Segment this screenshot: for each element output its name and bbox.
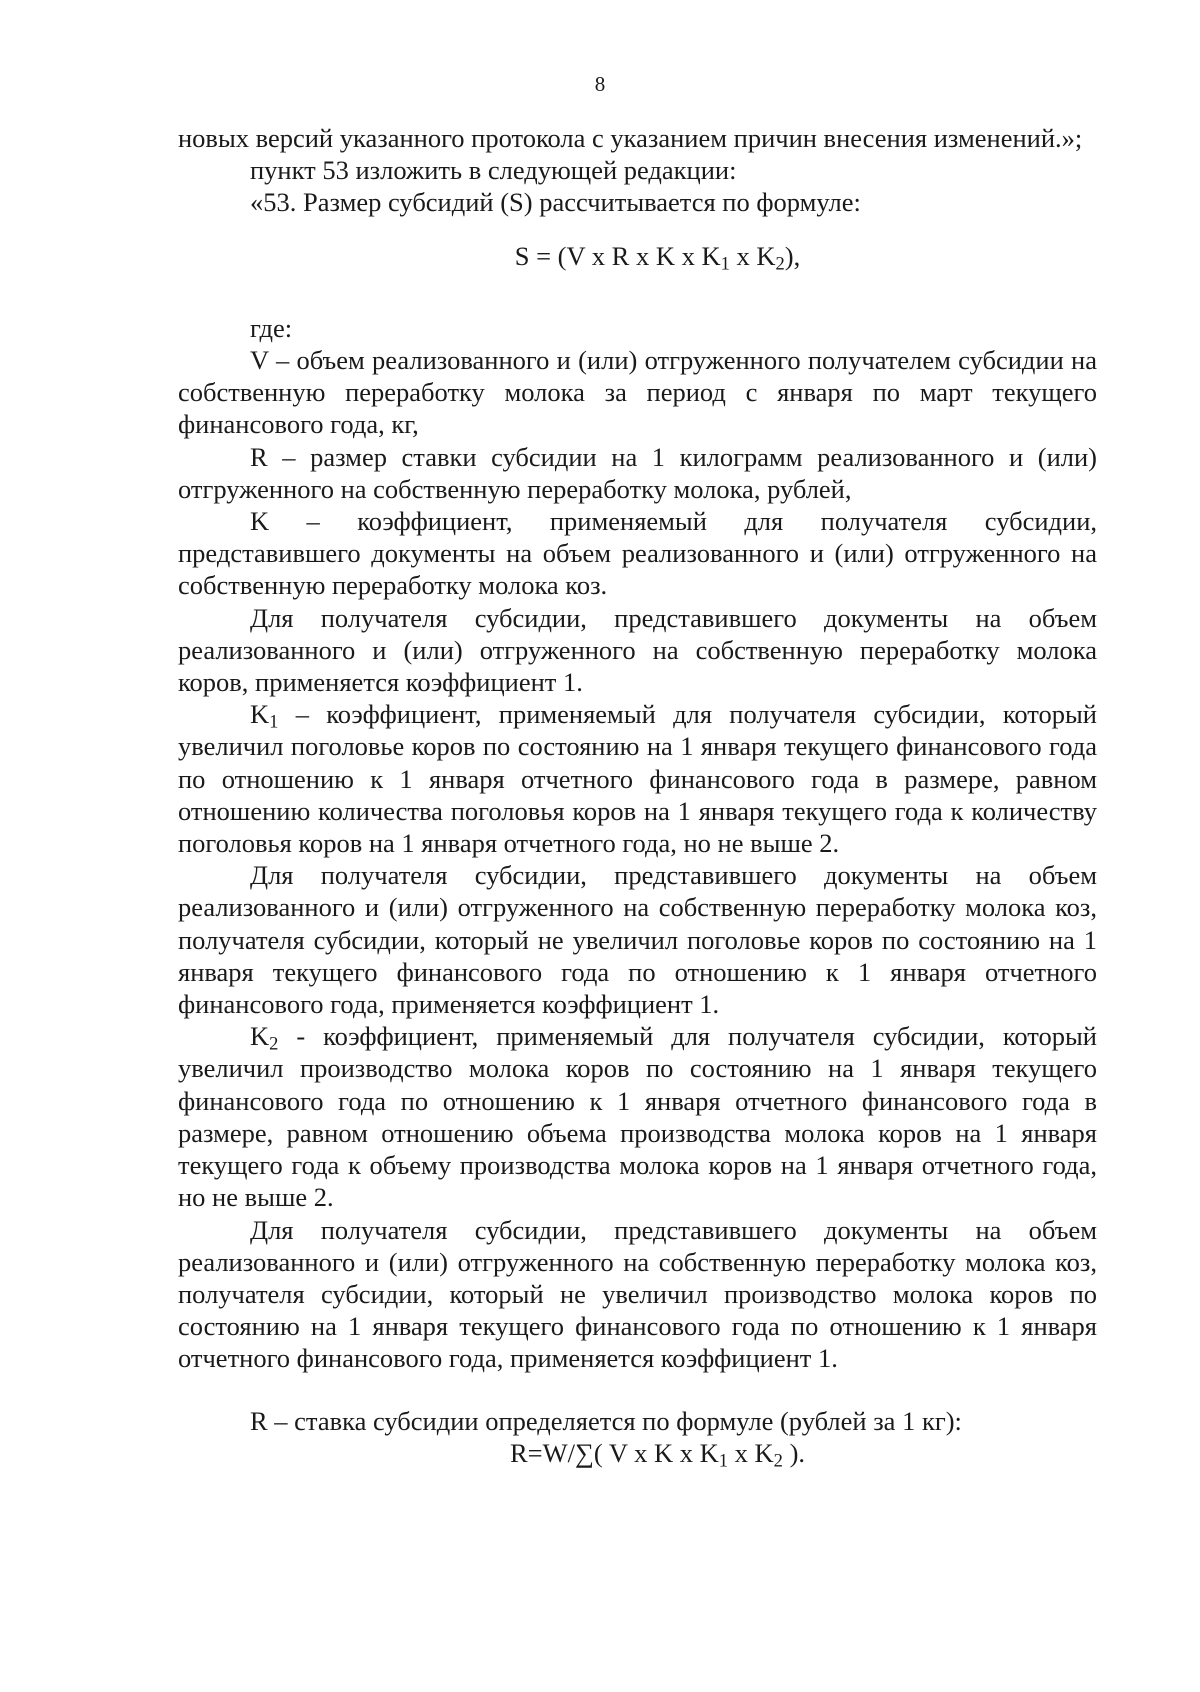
formula-r-lhs: R=W/∑( V x K x K <box>509 1437 719 1468</box>
paragraph-k1-goats: Для получателя субсидии, представившего документы на объем реализованного и (или) отгруженного на собственную переработку молока коз, получателя субсидии, который не увеличил поголовье коров по состоянию на 1 января текущего финансового года по отношению к 1 января отчетного финансового года, применяется коэффициент 1. <box>178 860 1097 1020</box>
document-body <box>178 122 1097 1472</box>
paragraph-def-r: R – размер ставки субсидии на 1 килограмм реализованного и (или) отгруженного на собственную переработку молока, рублей, <box>178 441 1097 504</box>
formula-r-mid: x K <box>728 1437 774 1468</box>
formula-s-lhs: S = (V x R x K x K <box>514 240 721 271</box>
page-number: 8 <box>594 72 606 96</box>
paragraph-k-cows: Для получателя субсидии, представившего документы на объем реализованного и (или) отгруженного на собственную переработку молока коров, применяется коэффициент 1. <box>178 602 1097 698</box>
paragraph-rate-r: R – ставка субсидии определяется по формуле (рублей за 1 кг): <box>250 1405 962 1436</box>
formula-s-sub1: 1 <box>720 253 730 275</box>
paragraph-def-k: K – коэффициент, применяемый для получателя субсидии, представившего документы на объем реализованного и (или) отгруженного на собственную переработку молока коз. <box>178 506 1097 601</box>
k1-prefix: K <box>250 699 270 730</box>
k2-prefix: K <box>250 1021 270 1052</box>
paragraph-def-v: V – объем реализованного и (или) отгруженного получателем субсидии на собственную переработку молока за период с января по март текущего финансового года, кг, <box>178 345 1097 440</box>
paragraph-def-k2 <box>178 1020 1097 1213</box>
paragraph-where: где: <box>250 312 293 343</box>
paragraph-continuation: новых версий указанного протокола с указанием причин внесения изменений.»; <box>178 123 1083 153</box>
formula-r-end: ). <box>782 1437 806 1468</box>
k2-sub: 2 <box>269 1033 279 1055</box>
formula-r-sub1: 1 <box>718 1450 729 1472</box>
k1-text: – коэффициент, применяемый для получателя субсидии, который увеличил поголовье коров по состоянию на 1 января текущего финансового года по отношению к 1 января отчетного финансового года в размере, равном отношению количества поголовья коров на 1 января текущего года к количеству поголовья коров на 1 января отчетного года, но не выше 2. <box>178 699 1097 859</box>
paragraph-k2-goats: Для получателя субсидии, представившего документы на объем реализованного и (или) отгруженного на собственную переработку молока коз, получателя субсидии, который не увеличил производство молока коров по состоянию на 1 января текущего финансового года по отношению к 1 января отчетного финансового года, применяется коэффициент 1. <box>178 1214 1097 1374</box>
paragraph-def-k1 <box>178 698 1097 859</box>
formula-s <box>178 240 1097 275</box>
formula-r-sub2: 2 <box>773 1450 783 1472</box>
spacer <box>178 1375 1097 1405</box>
formula-r <box>178 1437 1097 1472</box>
k2-text: - коэффициент, применяемый для получателя субсидии, который увеличил производство молока коров по состоянию на 1 января текущего финансового года по отношению к 1 января отчетного финансового года в размере, равном отношению объема производства молока коров на 1 января текущего года к объему производства молока коров на 1 января отчетного года, но не выше 2. <box>178 1021 1097 1213</box>
formula-s-end: ), <box>784 240 801 271</box>
formula-s-mid: x K <box>729 240 776 271</box>
k1-sub: 1 <box>269 711 279 733</box>
paragraph-item-53-intro: пункт 53 изложить в следующей редакции: <box>250 155 737 186</box>
formula-s-sub2: 2 <box>775 253 785 275</box>
paragraph-item-53-text: «53. Размер субсидий (S) рассчитывается по формуле: <box>250 187 861 218</box>
